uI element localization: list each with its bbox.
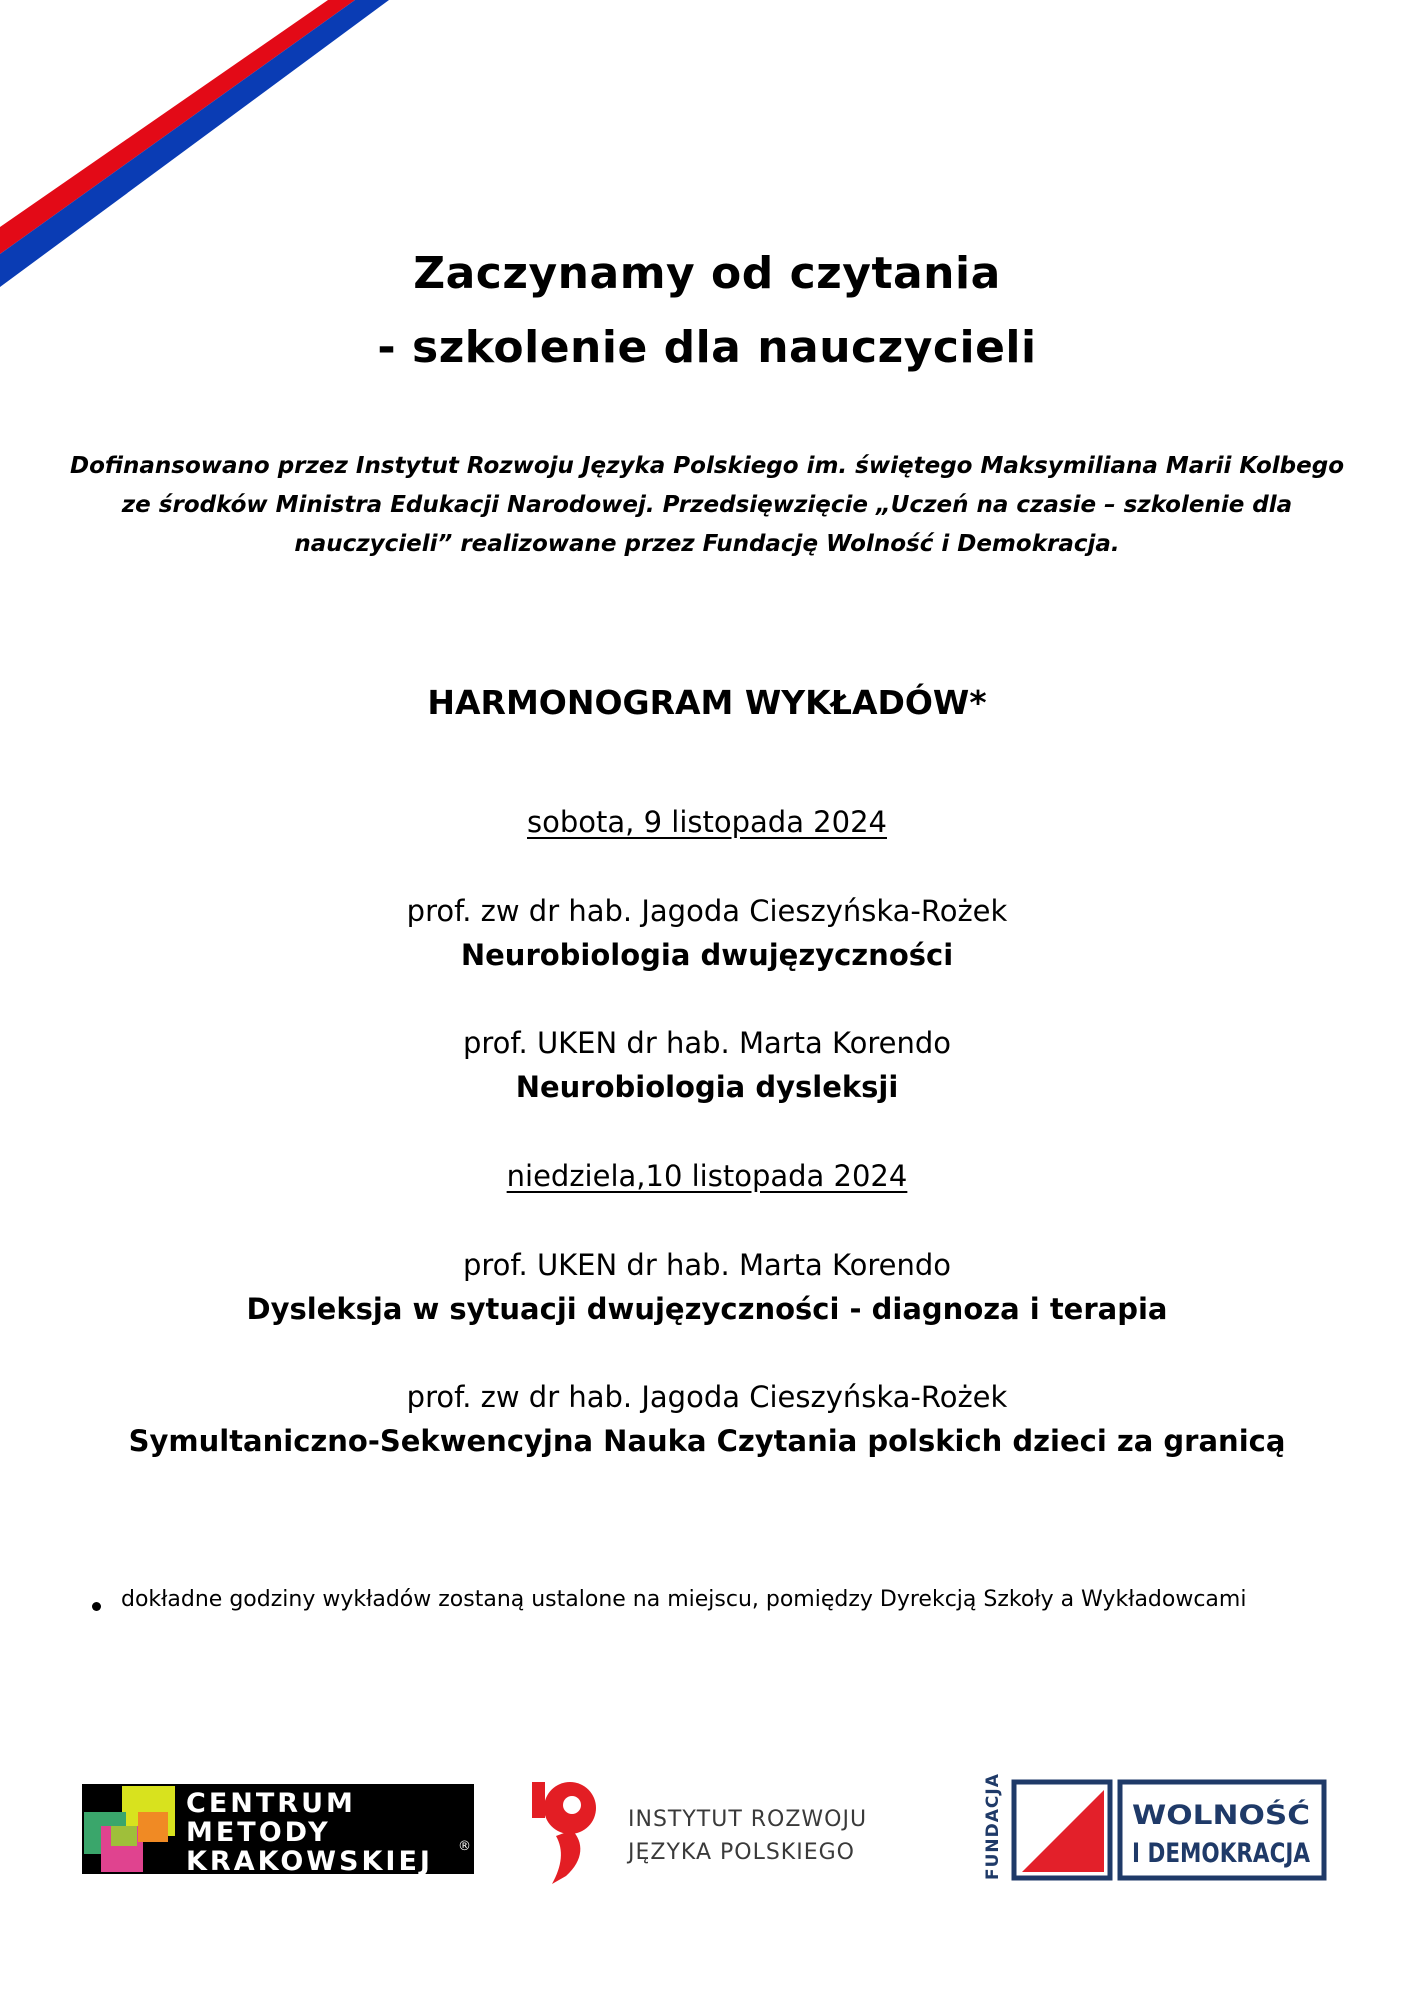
fwid-red-triangle	[1022, 1790, 1104, 1872]
day-2-lecture-1-topic: Dysleksja w sytuacji dwujęzyczności - diagnoza i terapia	[246, 1292, 1168, 1326]
footnote-text: dokładne godziny wykładów zostaną ustalone na miejscu, pomiędzy Dyrekcją Szkoły a Wykładowcami	[121, 1587, 1247, 1612]
day-2-lecture-1-lecturer: prof. UKEN dr hab. Marta Korendo	[462, 1248, 952, 1282]
irjp-line-1: INSTYTUT ROZWOJU	[628, 1807, 868, 1832]
day-1-lecture-2-topic: Neurobiologia dysleksji	[515, 1070, 899, 1104]
cmk-line-2: METODY	[186, 1817, 331, 1848]
fwid-vertical-text: FUNDACJA	[983, 1773, 1003, 1880]
funding-line-1: Dofinansowano przez Instytut Rozwoju Języka Polskiego im. świętego Maksymiliana Marii Kolbego	[70, 453, 1344, 479]
centrum-metody-krakowskiej-logo	[82, 1784, 474, 1877]
fundacja-wolnosc-i-demokracja-logo	[978, 1773, 1330, 1884]
page-title-line-1: Zaczynamy od czytania	[413, 248, 1001, 299]
blue-stripe	[0, 0, 389, 287]
cmk-line-1: CENTRUM	[186, 1788, 356, 1819]
funding-line-3: nauczycieli” realizowane przez Fundację Wolność i Demokracja.	[294, 531, 1120, 557]
irjp-emblem-icon	[532, 1782, 596, 1884]
page-title-line-2: - szkolenie dla nauczycieli	[377, 322, 1037, 373]
registered-mark: ®	[458, 1839, 471, 1854]
fwid-line-1: WOLNOŚĆ	[1132, 1800, 1287, 1831]
day-1-lecture-1-topic: Neurobiologia dwujęzyczności	[460, 938, 954, 972]
irjp-line-2: JĘZYKA POLSKIEGO	[628, 1840, 855, 1865]
logo-square-orange	[138, 1812, 168, 1842]
day-1-lecture-2-lecturer: prof. UKEN dr hab. Marta Korendo	[462, 1026, 952, 1060]
day-1-lecture-1-lecturer: prof. zw dr hab. Jagoda Cieszyńska-Rożek	[406, 894, 1008, 928]
day-1-date: sobota, 9 listopada 2024	[527, 805, 887, 839]
funding-statement	[60, 447, 1354, 564]
day-2-lecture-2-lecturer: prof. zw dr hab. Jagoda Cieszyńska-Rożek	[406, 1380, 1008, 1414]
day-2-date: niedziela,10 listopada 2024	[506, 1159, 908, 1193]
cmk-line-3: KRAKOWSKIEJ	[186, 1846, 433, 1877]
instytut-rozwoju-jezyka-polskiego-logo	[532, 1778, 922, 1886]
day-2-lecture-2-topic: Symultaniczno-Sekwencyjna Nauka Czytania polskich dzieci za granicą	[128, 1424, 1286, 1458]
schedule-heading: HARMONOGRAM WYKŁADÓW*	[427, 683, 987, 722]
funding-line-2: ze środków Ministra Edukacji Narodowej. Przedsięwzięcie „Uczeń na czasie – szkolenie dla	[121, 492, 1293, 518]
bullet-icon	[92, 1602, 101, 1611]
fwid-line-2: I DEMOKRACJA	[1132, 1838, 1311, 1869]
logo-square-olive	[111, 1826, 137, 1846]
